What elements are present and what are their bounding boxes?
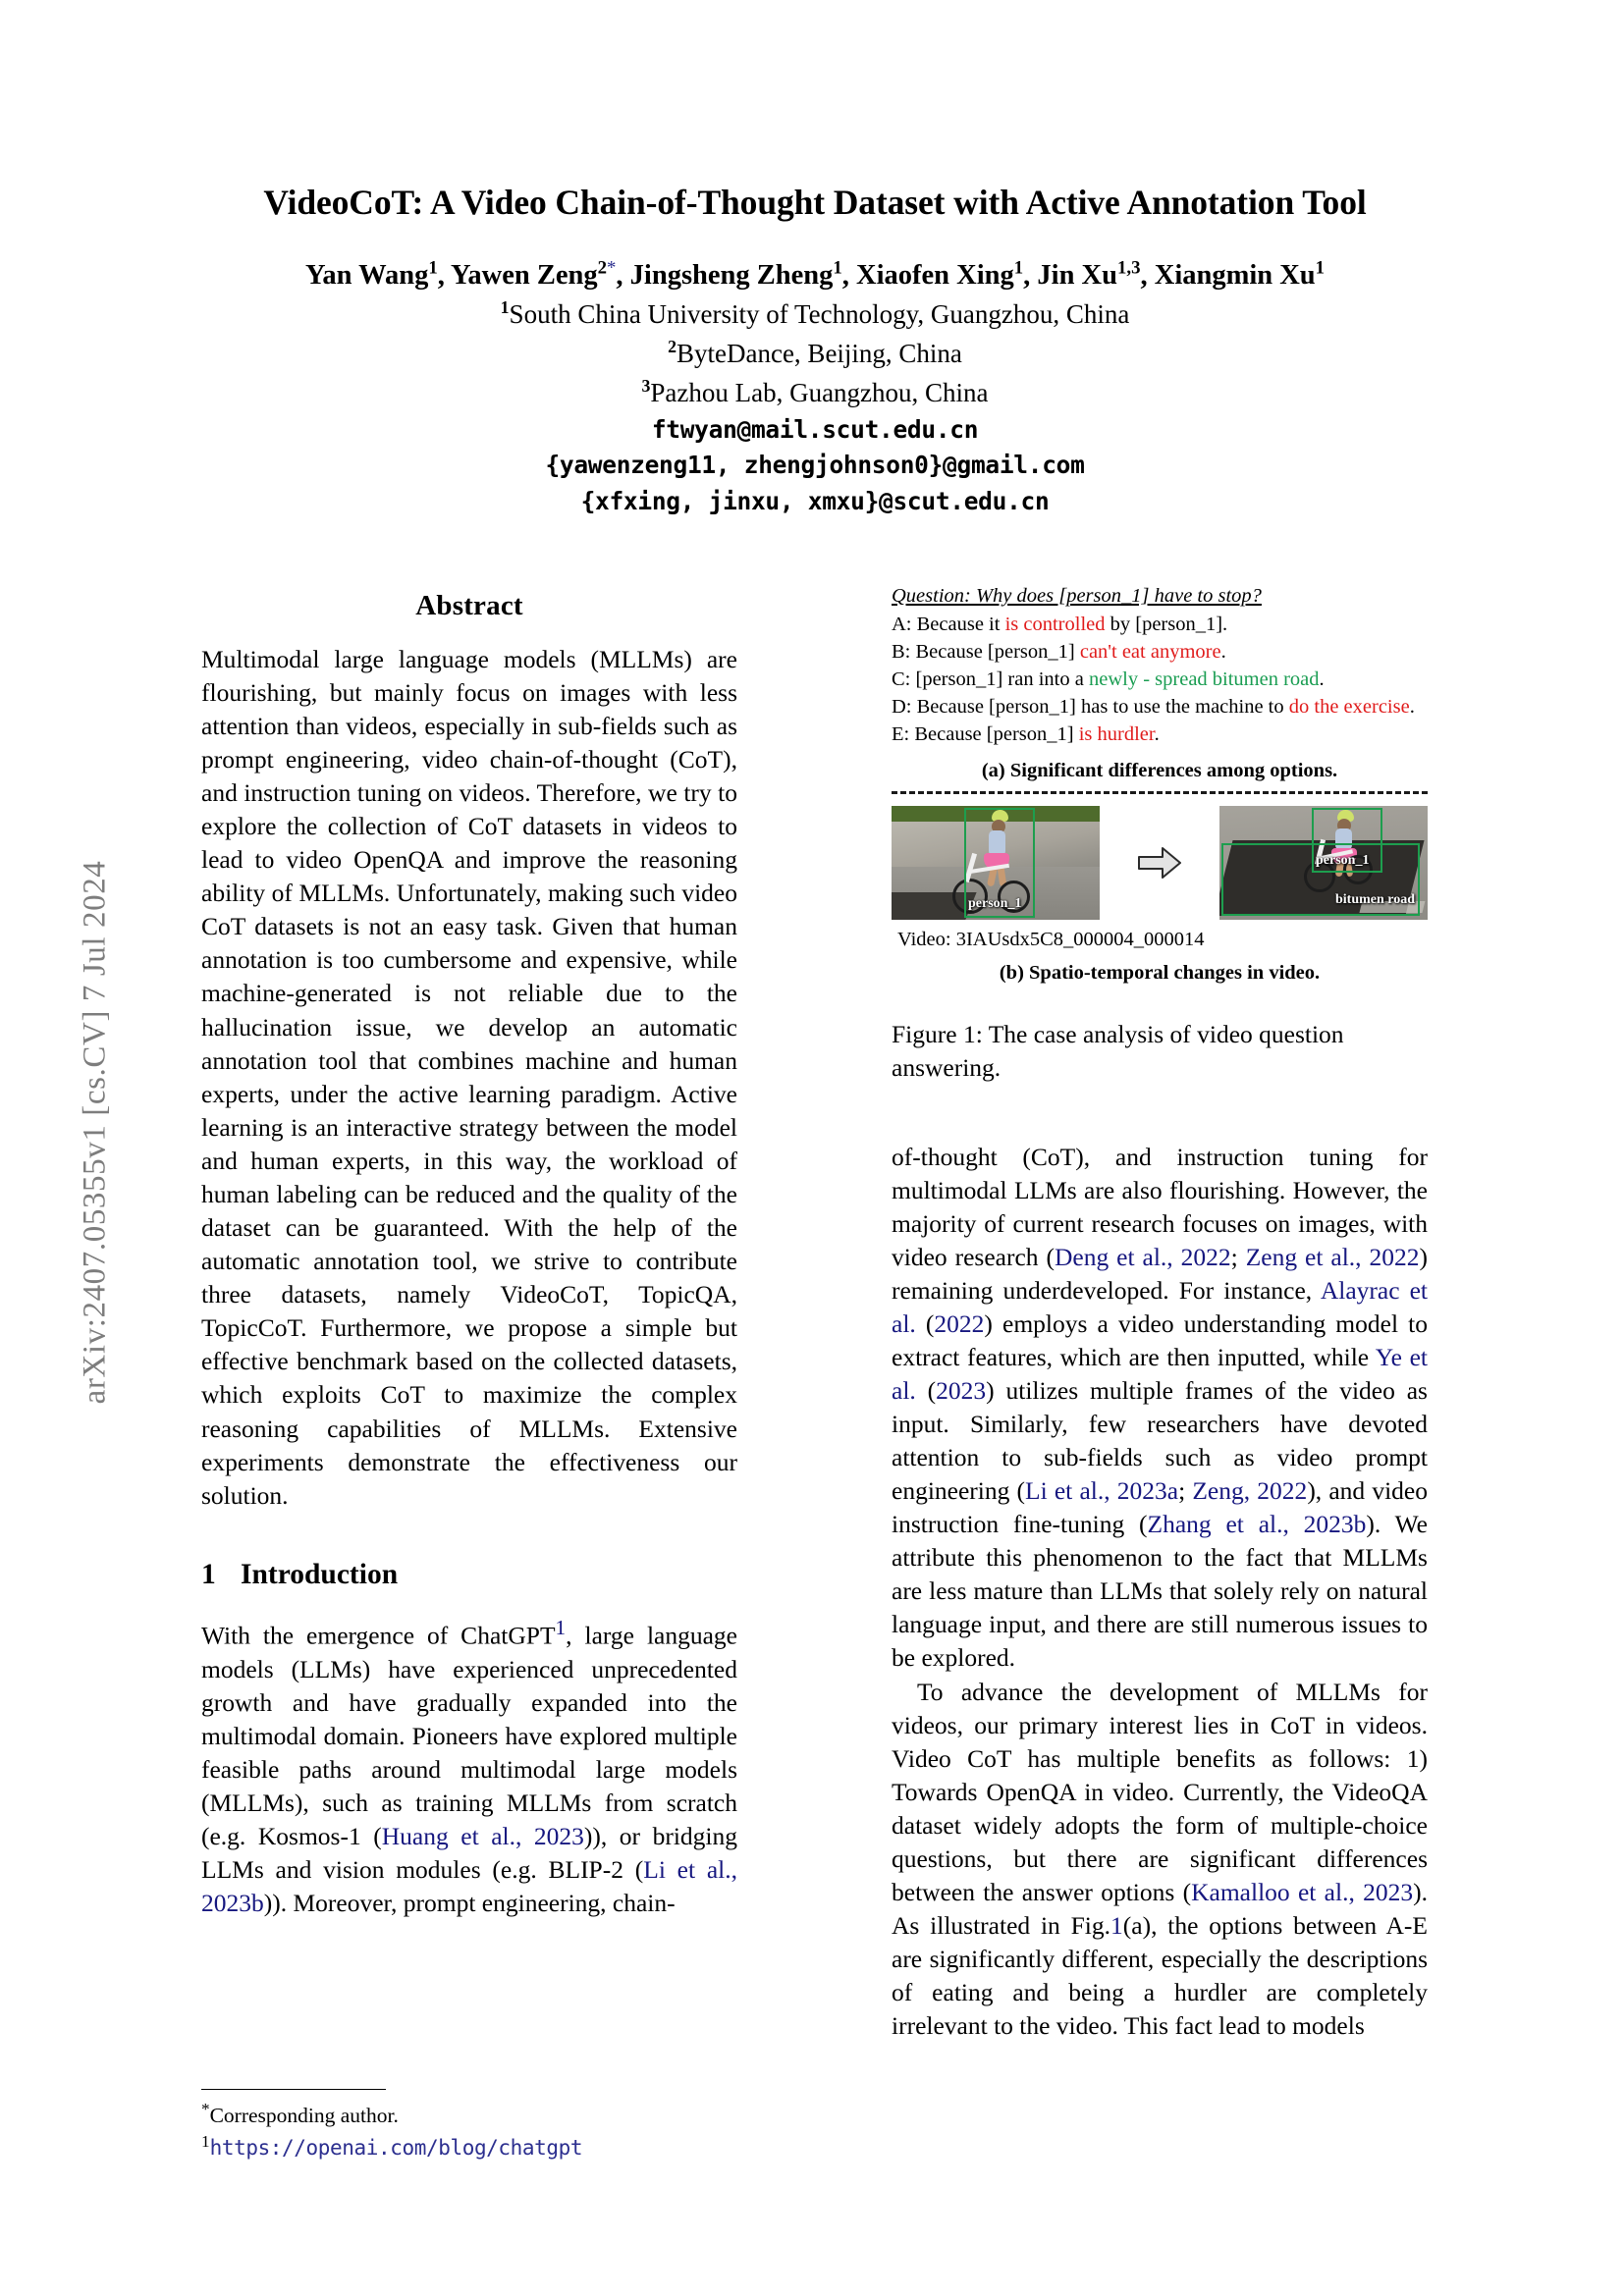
- corresponding-author-marker: *: [607, 257, 617, 279]
- author-affil-marker: 1: [1013, 257, 1024, 279]
- affiliation: $^3$Pazhou Lab, Guangzhou, China: [641, 376, 989, 408]
- email-address: {xfxing, jinxu, xmxu}@scut.edu.cn: [580, 487, 1050, 516]
- footnote-marker[interactable]: 1: [555, 1616, 567, 1640]
- footnote-corresponding: *Corresponding author.: [201, 2100, 399, 2128]
- abstract-text: Multimodal large language models (MLLMs) are flourishing, but mainly focus on images with less attention than videos, especially in sub-fields such as prompt engineering, video chain-of-thought (CoT), and instruction tuning on videos. Therefore, we try to explore the collection of CoT datasets in videos to lead to video OpenQA and improve the reasoning ability of MLLMs. Unfortunately, making such video CoT datasets is not an easy task. Given that human annotation is too cumbersome and expensive, while machine-generated is not reliable due to the hallucination issue, we develop an automatic annotation tool that combines machine and human experts, under the active learning paradigm. Active learning is an interactive strategy between the model and human experts, in this way, the workload of human labeling can be reduced and the quality of the dataset can be guaranteed. With the help of the automatic annotation tool, we strive to contribute three datasets, namely VideoCoT, TopicQA, TopicCoT. Furthermore, we propose a simple but effective benchmark based on the collected datasets, which exploits CoT to maximize the complex reasoning capabilities of MLLMs. Extensive experiments demonstrate the effectiveness our solution.: [201, 644, 737, 1510]
- citation-link[interactable]: Deng et al., 2022: [1054, 1243, 1231, 1272]
- citation-link[interactable]: Zeng et al., 2022: [1245, 1243, 1420, 1272]
- option-e-highlight: is hurdler: [1078, 722, 1155, 745]
- option-d-highlight: do the exercise: [1288, 695, 1410, 718]
- author-name: Yan Wang$^1$: [304, 257, 438, 292]
- author-name: Xiaofen Xing$^1$: [856, 257, 1024, 292]
- video-frame-before: [892, 806, 1100, 920]
- title-block: [201, 182, 1429, 520]
- author-name: Jingsheng Zheng$^1$: [629, 257, 842, 292]
- author-list: Yan Wang$^1$, Yawen Zeng$^{2*}$, Jingsheng Zheng$^1$, Xiaofen Xing$^1$, Jin Xu$^{1,3}$, Xiangmin Xu$^1$ $^1$South China University of Technology, Guangzhou, China $^2$ByteDance, Beijing, China $^3$Pazhou Lab, Guangzhou, China ftwyan@mail.scut.edu.cn {yawenzeng11, zhengjohnson0}@gmail.com {xfxing, jinxu, xmxu}@scut.edu.cn: [201, 257, 1429, 520]
- page-title: VideoCoT: A Video Chain-of-Thought Dataset with Active Annotation Tool: [263, 183, 1367, 222]
- citation-link[interactable]: Alayrac et al.: [892, 1276, 1428, 1339]
- author-affil-marker: 1: [1315, 257, 1326, 279]
- author-name: Xiangmin Xu$^1$: [1154, 257, 1326, 292]
- section-number: 1: [201, 1558, 216, 1590]
- video-frames: [892, 806, 1428, 920]
- citation-link[interactable]: Huang et al., 2023: [381, 1821, 584, 1850]
- figure-question: Question: Why does [person_1] have to stop?: [892, 585, 1262, 607]
- option-c-highlight: newly - spread bitumen road: [1088, 667, 1320, 690]
- introduction-heading: [201, 1556, 737, 1594]
- affiliation: $^1$South China University of Technology, Guangzhou, China: [500, 296, 1130, 329]
- citation-link[interactable]: 2023: [936, 1376, 987, 1406]
- subcaption-a: (a) Significant differences among options.: [981, 759, 1338, 781]
- author-affil-marker: 1: [833, 257, 842, 279]
- citation-link[interactable]: Kamalloo et al., 2023: [1191, 1877, 1414, 1906]
- citation-link[interactable]: 1: [1110, 1910, 1123, 1940]
- author-affil-marker: 1,3: [1116, 257, 1141, 279]
- footnote-divider: [201, 2089, 386, 2090]
- section-heading-text: Introduction: [241, 1558, 399, 1590]
- citation-link[interactable]: Zeng, 2022: [1192, 1476, 1308, 1506]
- author-affil-marker: 2: [597, 257, 608, 279]
- question-options-box: [892, 583, 1428, 749]
- figure-1: [892, 583, 1428, 1085]
- bbox-label-person: person_1: [968, 895, 1022, 911]
- option-e: E: Because [person_1] is hurdler.: [892, 722, 1160, 745]
- option-a: A: Because it is controlled by [person_1].: [892, 613, 1228, 635]
- email-address: ftwyan@mail.scut.edu.cn: [651, 414, 979, 444]
- option-d: D: Because [person_1] has to use the machine to do the exercise.: [892, 695, 1415, 718]
- video-id-label: Video: 3IAUsdx5C8_000004_000014: [897, 928, 1205, 950]
- option-c: C: [person_1] ran into a newly - spread bitumen road.: [892, 667, 1325, 690]
- intro-paragraph-2: of-thought (CoT), and instruction tuning for multimodal LLMs are also flourishing. However, the majority of current research focuses on images, with video research (Deng et al., 2022; Zeng et al., 2022) remaining underdeveloped. For instance, Alayrac et al. (2022) employs a video understanding model to extract features, which are then inputted, while Ye et al. (2023) utilizes multiple frames of the video as input. Similarly, few researchers have devoted attention to sub-fields such as video prompt engineering (Li et al., 2023a; Zeng, 2022), and video instruction fine-tuning (Zhang et al., 2023b). We attribute this phenomenon to the fact that MLLMs are less mature than LLMs that solely rely on natural language input, and there are still numerous issues to be explored.: [892, 1143, 1428, 1673]
- chatgpt-link[interactable]: https://openai.com/blog/chatgpt: [209, 2136, 583, 2161]
- arxiv-stamp: arXiv:2407.05355v1 [cs.CV] 7 Jul 2024: [77, 860, 113, 1405]
- subcaption-b: (b) Spatio-temporal changes in video.: [999, 961, 1321, 984]
- abstract-heading: Abstract: [415, 590, 523, 621]
- citation-link[interactable]: Ye et al.: [892, 1343, 1428, 1406]
- left-column: [201, 587, 737, 1920]
- bbox-label-road: bitumen road: [1335, 891, 1416, 907]
- option-a-highlight: is controlled: [1004, 613, 1106, 635]
- transition-arrow-icon: [1134, 841, 1185, 884]
- intro-paragraph-1: With the emergence of ChatGPT$^1$, large language models (LLMs) have experienced unprecedented growth and have gradually expanded into the multimodal domain. Pioneers have explored multiple feasible paths around multimodal large models (MLLMs), such as training MLLMs from scratch (e.g. Kosmos-1 (Huang et al., 2023)), or bridging LLMs and vision modules (e.g. BLIP-2 (Li et al., 2023b)). Moreover, prompt engineering, chain-: [201, 1616, 738, 1917]
- affiliation: $^2$ByteDance, Beijing, China: [668, 337, 962, 369]
- author-name: Jin Xu$^{1,3}$: [1037, 257, 1141, 292]
- bbox-label-person: person_1: [1316, 852, 1370, 868]
- right-column: [892, 1141, 1428, 2043]
- option-b-highlight: can't eat anymore: [1079, 640, 1221, 663]
- citation-link[interactable]: Zhang et al., 2023b: [1147, 1510, 1367, 1539]
- citation-link[interactable]: Li et al., 2023b: [201, 1854, 738, 1917]
- author-affil-marker: 1: [428, 257, 438, 279]
- email-address: {yawenzeng11, zhengjohnson0}@gmail.com: [545, 451, 1085, 480]
- intro-paragraph-3: To advance the development of MLLMs for videos, our primary interest lies in CoT in videos. Video CoT has multiple benefits as follows: 1) Towards OpenQA in video. Currently, the VideoQA dataset widely adopts the form of multiple-choice questions, but there are significant differences between the answer options (Kamalloo et al., 2023). As illustrated in Fig.1(a), the options between A-E are significantly different, especially the descriptions of eating and being a hurdler are completely irrelevant to the video. This fact lead to models: [892, 1677, 1429, 2040]
- author-name: Yawen Zeng$^{2*}$: [450, 257, 617, 292]
- video-frame-after: [1219, 806, 1428, 920]
- citation-link[interactable]: Li et al., 2023a: [1025, 1476, 1179, 1506]
- footnotes: [201, 2089, 737, 2163]
- footnote-url: $^1$https://openai.com/blog/chatgpt: [201, 2132, 583, 2161]
- figure-caption: Figure 1: The case analysis of video question answering.: [892, 1019, 1344, 1082]
- citation-link[interactable]: 2022: [934, 1309, 985, 1339]
- option-b: B: Because [person_1] can't eat anymore.: [892, 640, 1226, 663]
- divider: [892, 791, 1428, 794]
